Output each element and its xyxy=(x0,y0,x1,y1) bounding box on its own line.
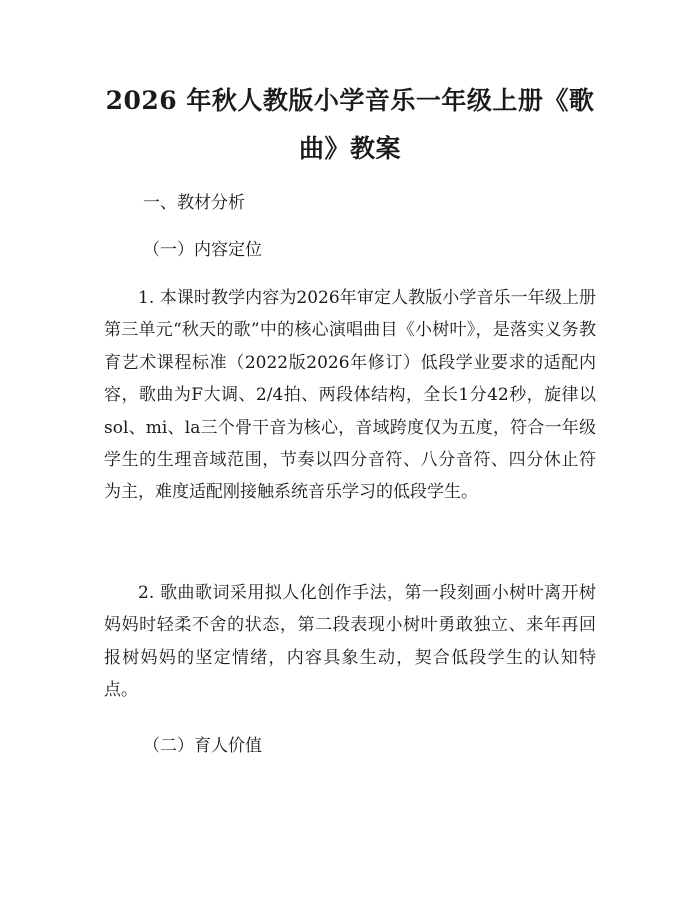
section-heading-textbook-analysis: 一、教材分析 xyxy=(143,193,245,213)
paragraph-1: 1. 本课时教学内容为2026年审定人教版小学音乐一年级上册第三单元“秋天的歌”中的核心演唱曲目《小树叶》，是落实义务教育艺术课程标准（2022版2026年修订）低段学业要求的适配内容，歌曲为F大调、2/4拍、两段体结构，全长1分42秒，旋律以sol、mi、la三个骨干音为核心，音域跨度仅为五度，符合一年级学生的生理音域范围，节奏以四分音符、八分音符、四分休止符为主，难度适配刚接触系统音乐学习的低段学生。 xyxy=(104,288,596,503)
document-title-line-1: 2026 年秋人教版小学音乐一年级上册《歌 xyxy=(105,86,595,115)
document-title-line-2: 曲》教案 xyxy=(298,134,401,163)
paragraph-2: 2. 歌曲歌词采用拟人化创作手法，第一段刻画小树叶离开树妈妈时轻柔不舍的状态，第二段表现小树叶勇敢独立、来年再回报树妈妈的坚定情绪，内容具象生动，契合低段学生的认知特点。 xyxy=(104,583,596,701)
subsection-heading-content-positioning: （一）内容定位 xyxy=(143,240,262,260)
subsection-heading-educational-value: （二）育人价值 xyxy=(143,736,262,756)
